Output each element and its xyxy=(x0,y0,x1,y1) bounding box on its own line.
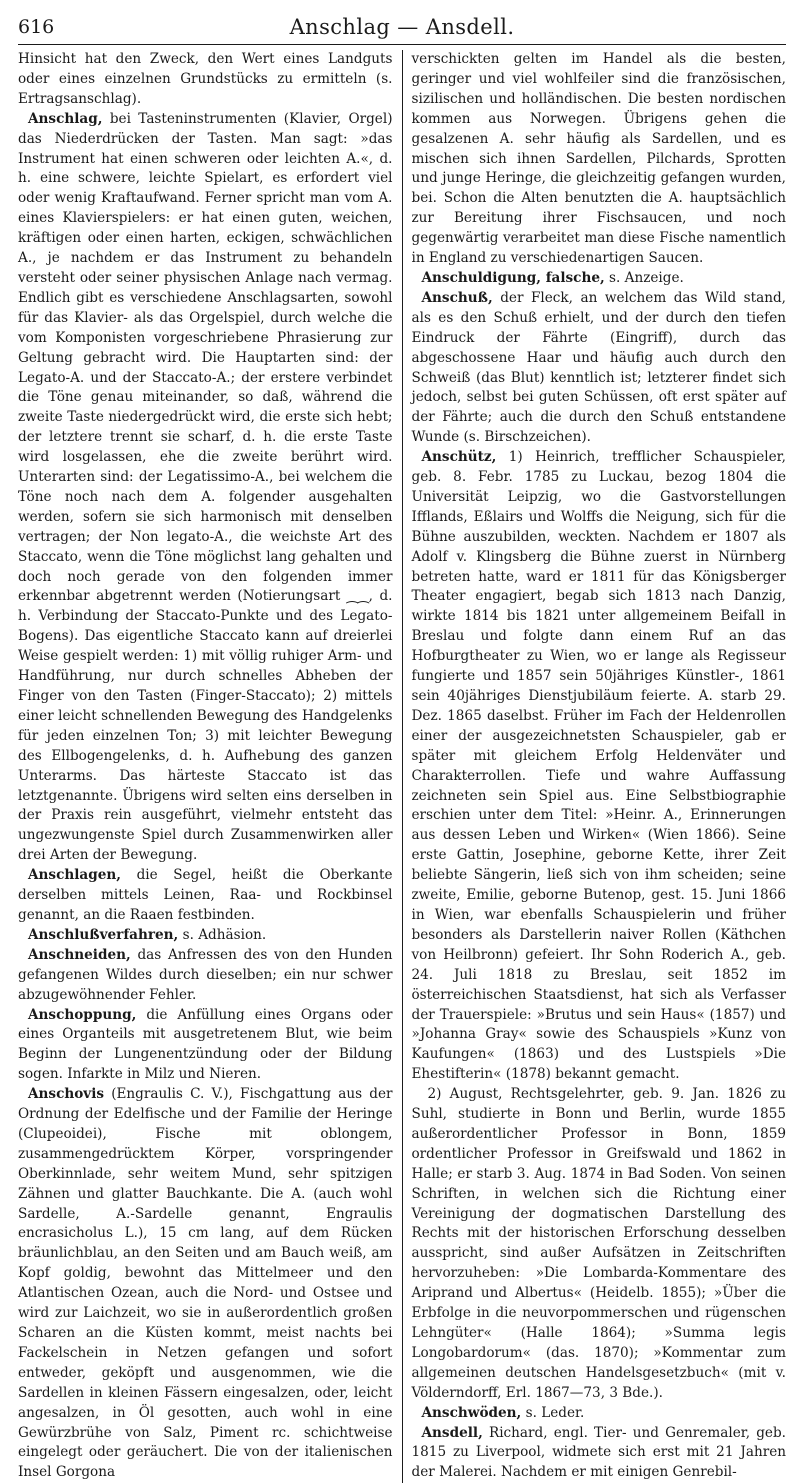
entry-headword: Anschütz, xyxy=(421,449,497,466)
entry-headword: Anschwöden, xyxy=(421,1404,522,1421)
entry-text: bei Tasteninstrumenten (Klavier, Orgel) das Niederdrücken der Tasten. Man sagt: »das Instrument hat einen schweren oder leichten A.«, d. h. eine schwere, leichte Spielart, es erfordert viel oder wenig Kraftaufwand. Ferner spricht man vom A. eines Klavierspielers: er hat einen guten, weichen, kräftigen oder einen harten, eckigen, schwächlichen A., je nachdem er das Instrument zu behandeln versteht oder seiner physischen Anlage nach vermag. Endlich gibt es verschiedene Anschlagsarten, sowohl für das Klavier- als das Orgelspiel, durch welche die vom Komponisten vorgeschriebene Phrasierung zur Geltung gebracht wird. Die Hauptarten sind: der Legato-A. und der Staccato-A.; der erstere verbindet die Töne genau miteinander, so daß, während die zweite Taste niedergedrückt wird, die erste sich hebt; der letztere trennt sie scharf, d. h. die erste Taste wird losgelassen, ehe die zweite berührt wird. Unterarten sind: der Legatissimo-A., bei welchem die Töne noch nach dem A. folgender ausgehalten werden, sofern sie sich harmonisch mit denselben vertragen; der Non legato-A., die weichste Art des Staccato, wenn die Töne möglichst lang gehalten und doch noch gerade von den folgenden immer erkennbar abgetrennt werden (Notierungsart ⁔⁔, d. h. Verbindung der Staccato-Punkte und des Legato-Bogens). Das eigentliche Staccato kann auf dreierlei Weise gespielt werden: 1) mit völlig ruhiger Arm- und Handführung, nur durch schnelles Abheben der Finger von den Tasten (Finger-Staccato); 2) mittels einer leicht schnellenden Bewegung des Handgelenks für jeden einzelnen Ton; 3) mit leichter Bewegung des Ellbogengelenks, d. h. Aufhebung des ganzen Unterarms. Das härteste Staccato ist das letztgenannte. Übrigens wird selten eins derselben in der Praxis rein ausgeführt, vielmehr entsteht das ungezwungenste Spiel durch Zusammenwirken aller drei Arten der Bewegung. xyxy=(18,110,393,864)
dictionary-entry xyxy=(18,866,393,926)
entry-text: die Anfüllung eines Organs oder eines Organteils mit ausgetretenem Blut, wie beim Beginn der Lungenentzündung oder der Bildung sogen. Infarkte in Milz und Nieren. xyxy=(18,1006,393,1083)
entry-headword: Anschlagen, xyxy=(28,867,121,884)
right-column xyxy=(412,50,787,1483)
column-divider xyxy=(402,50,403,1483)
entry-text: die Segel, heißt die Oberkante derselben mittels Leinen, Raa- und Rockbinsel genannt, an die Raaen festbinden. xyxy=(18,867,393,923)
dictionary-entry xyxy=(412,1085,787,1404)
dictionary-entry xyxy=(412,1424,787,1483)
entry-headword: Anschlag, xyxy=(28,110,103,127)
dictionary-entry xyxy=(18,1006,393,1086)
entry-headword: Anschneiden, xyxy=(28,946,131,963)
entry-text: (Engraulis C. V.), Fischgattung aus der Ordnung der Edelfische und der Familie der Heringe (Clupeoidei), Fische mit oblongem, zusammengedrücktem Körper, vorspringender Oberkinnlade, sehr weitem Mund, sehr spitzigen Zähnen und glatter Bauchkante. Die A. (auch wohl Sardelle, A.-Sardelle genannt, Engraulis encrasicholus L.), 15 cm lang, auf dem Rücken bräunlichblau, an den Seiten und am Bauch weiß, am Kopf goldig, bewohnt das Mittelmeer und den Atlantischen Ozean, auch die Nord- und Ostsee und wird zur Laichzeit, wo sie in außerordentlich großen Scharen an die Küsten kommt, meist nachts bei Fackelschein in Netzen gefangen und sofort entweder, geköpft und ausgenommen, wie die Sardellen in kleinen Fässern eingesalzen, oder, leicht angesalzen, in Öl gesotten, auch wohl in eine Gewürzbrühe von Salz, Piment rc. schichtweise eingelegt oder geräuchert. Die von der italienischen Insel Gorgona xyxy=(18,1086,393,1481)
dictionary-entry xyxy=(18,1085,393,1483)
text-columns xyxy=(18,50,786,1481)
dictionary-entry xyxy=(412,1404,787,1424)
dictionary-entry xyxy=(412,50,787,269)
dictionary-entry xyxy=(18,946,393,1006)
entry-text: Hinsicht hat den Zweck, den Wert eines Landguts oder eines einzelnen Grundstücks zu ermitteln (s. Ertragsanschlag). xyxy=(18,51,393,107)
entry-text: s. Anzeige. xyxy=(604,269,684,286)
running-title: Anschlag — Ansdell. xyxy=(289,15,515,39)
entry-headword: Anschuldigung, falsche, xyxy=(421,269,605,286)
entry-headword: Anschlußverfahren, xyxy=(28,926,179,943)
page-header xyxy=(18,10,786,45)
entry-text: das Anfressen des von den Hunden gefangenen Wildes durch dieselben; ein nur schwer abzugewöhnender Fehler. xyxy=(18,946,393,1003)
entry-headword: Anschuß, xyxy=(421,289,493,306)
entry-text: s. Leder. xyxy=(521,1404,585,1421)
page-number: 616 xyxy=(18,16,55,38)
entry-text: s. Adhäsion. xyxy=(178,926,267,943)
dictionary-entry xyxy=(18,110,393,866)
entry-text: der Fleck, an welchem das Wild stand, als es den Schuß erhielt, und der durch den tiefen Eindruck der Fährte (Eingriff), durch das abgeschossene Haar und häufig auch durch den Schweiß (das Blut) kenntlich ist; letzterer findet sich jedoch, selbst bei guten Schüssen, oft erst später auf der Fährte; auch die durch den Schuß entstandene Wunde (s. Birschzeichen). xyxy=(411,289,786,446)
entry-text: Richard, engl. Tier- und Genremaler, geb. 1815 zu Liverpool, widmete sich erst mit 21 Jahren der Malerei. Nachdem er mit einigen Genrebil- xyxy=(411,1424,786,1481)
entry-text: verschickten gelten im Handel als die besten, geringer und viel wohlfeiler sind die französischen, sizilischen und holländischen. Die besten nordischen kommen aus Norwegen. Übrigens gehen die gesalzenen A. sehr häufig als Sardellen, und es mischen sich ihnen Sardellen, Pilchards, Sprotten und junge Heringe, die gleichzeitig gefangen wurden, bei. Schon die Alten benutzten die A. hauptsächlich zur Bereitung ihrer Fischsaucen, und noch gegenwärtig verarbeitet man diese Fische namentlich in England zu verschiedenartigen Saucen. xyxy=(411,51,786,267)
dictionary-entry xyxy=(412,289,787,448)
entry-headword: Anschovis xyxy=(28,1086,105,1103)
dictionary-entry xyxy=(412,269,787,289)
dictionary-entry xyxy=(18,926,393,946)
entry-text: 1) Heinrich, trefflicher Schauspieler, geb. 8. Febr. 1785 zu Luckau, bezog 1804 die Universität Leipzig, wo die Gastvorstellungen Ifflands, Eßlairs und Wolffs die Neigung, sich für die Bühne auszubilden, weckten. Nachdem er 1807 als Adolf v. Klingsberg die Bühne zuerst in Nürnberg betreten hatte, ward er 1811 für das Königsberger Theater engagiert, begab sich 1813 nach Danzig, wirkte 1814 bis 1821 unter allgemeinem Beifall in Breslau und folgte dann einem Ruf an das Hofburgtheater zu Wien, wo er lange als Regisseur fungierte und 1857 sein 50jähriges Künstler-, 1861 sein 40jähriges Dienstjubiläum feierte. A. starb 29. Dez. 1865 daselbst. Früher im Fach der Heldenrollen einer der ausgezeichnetsten Schauspieler, gab er später mit gleichem Erfolg Heldenväter und Charakterrollen. Tiefe und wahre Auffassung zeichneten sein Spiel aus. Eine Selbstbiographie erschien unter dem Titel: »Heinr. A., Erinnerungen aus dessen Leben und Wirken« (Wien 1866). Seine erste Gattin, Josephine, geborne Kette, ihrer Zeit beliebte Sängerin, ließ sich von ihm scheiden; seine zweite, Emilie, geborne Butenop, gest. 15. Juni 1866 in Wien, war ebenfalls Schauspielerin und früher besonders als Darstellerin naiver Rollen (Käthchen von Heilbronn) gefeiert. Ihr Sohn Roderich A., geb. 24. Juli 1818 zu Breslau, seit 1852 im österreichischen Staatsdienst, hat sich als Verfasser der Trauerspiele: »Brutus und sein Haus« (1857) und »Johanna Gray« sowie des Schauspiels »Kunz von Kaufungen« (1863) und des Lustspiels »Die Ehestifterin« (1878) bekannt gemacht. xyxy=(411,449,786,1083)
entry-text: 2) August, Rechtsgelehrter, geb. 9. Jan. 1826 zu Suhl, studierte in Bonn und Berlin, wurde 1855 außerordentlicher Professor in Bonn, 1859 ordentlicher Professor in Greifswald und 1862 in Halle; er starb 3. Aug. 1874 in Bad Soden. Von seinen Schriften, in welchen sich die Richtung einer Vereinigung der dogmatischen Darstellung des Rechts mit der historischen Erforschung desselben ausspricht, sind außer Aufsätzen in Zeitschriften hervorzuheben: »Die Lombarda-Kommentare des Ariprand und Albertus« (Heidelb. 1855); »Über die Erbfolge in die neuvorpommerschen und rügenschen Lehngüter« (Halle 1864); »Summa legis Longobardorum« (das. 1870); »Kommentar zum allgemeinen deutschen Handelsgesetzbuch« (mit v. Völderndorff, Erl. 1867—73, 3 Bde.). xyxy=(411,1086,786,1401)
dictionary-entry xyxy=(18,50,393,110)
entry-headword: Anschoppung, xyxy=(28,1006,137,1023)
left-column xyxy=(18,50,393,1483)
entry-headword: Ansdell, xyxy=(421,1424,483,1441)
dictionary-entry xyxy=(412,448,787,1085)
